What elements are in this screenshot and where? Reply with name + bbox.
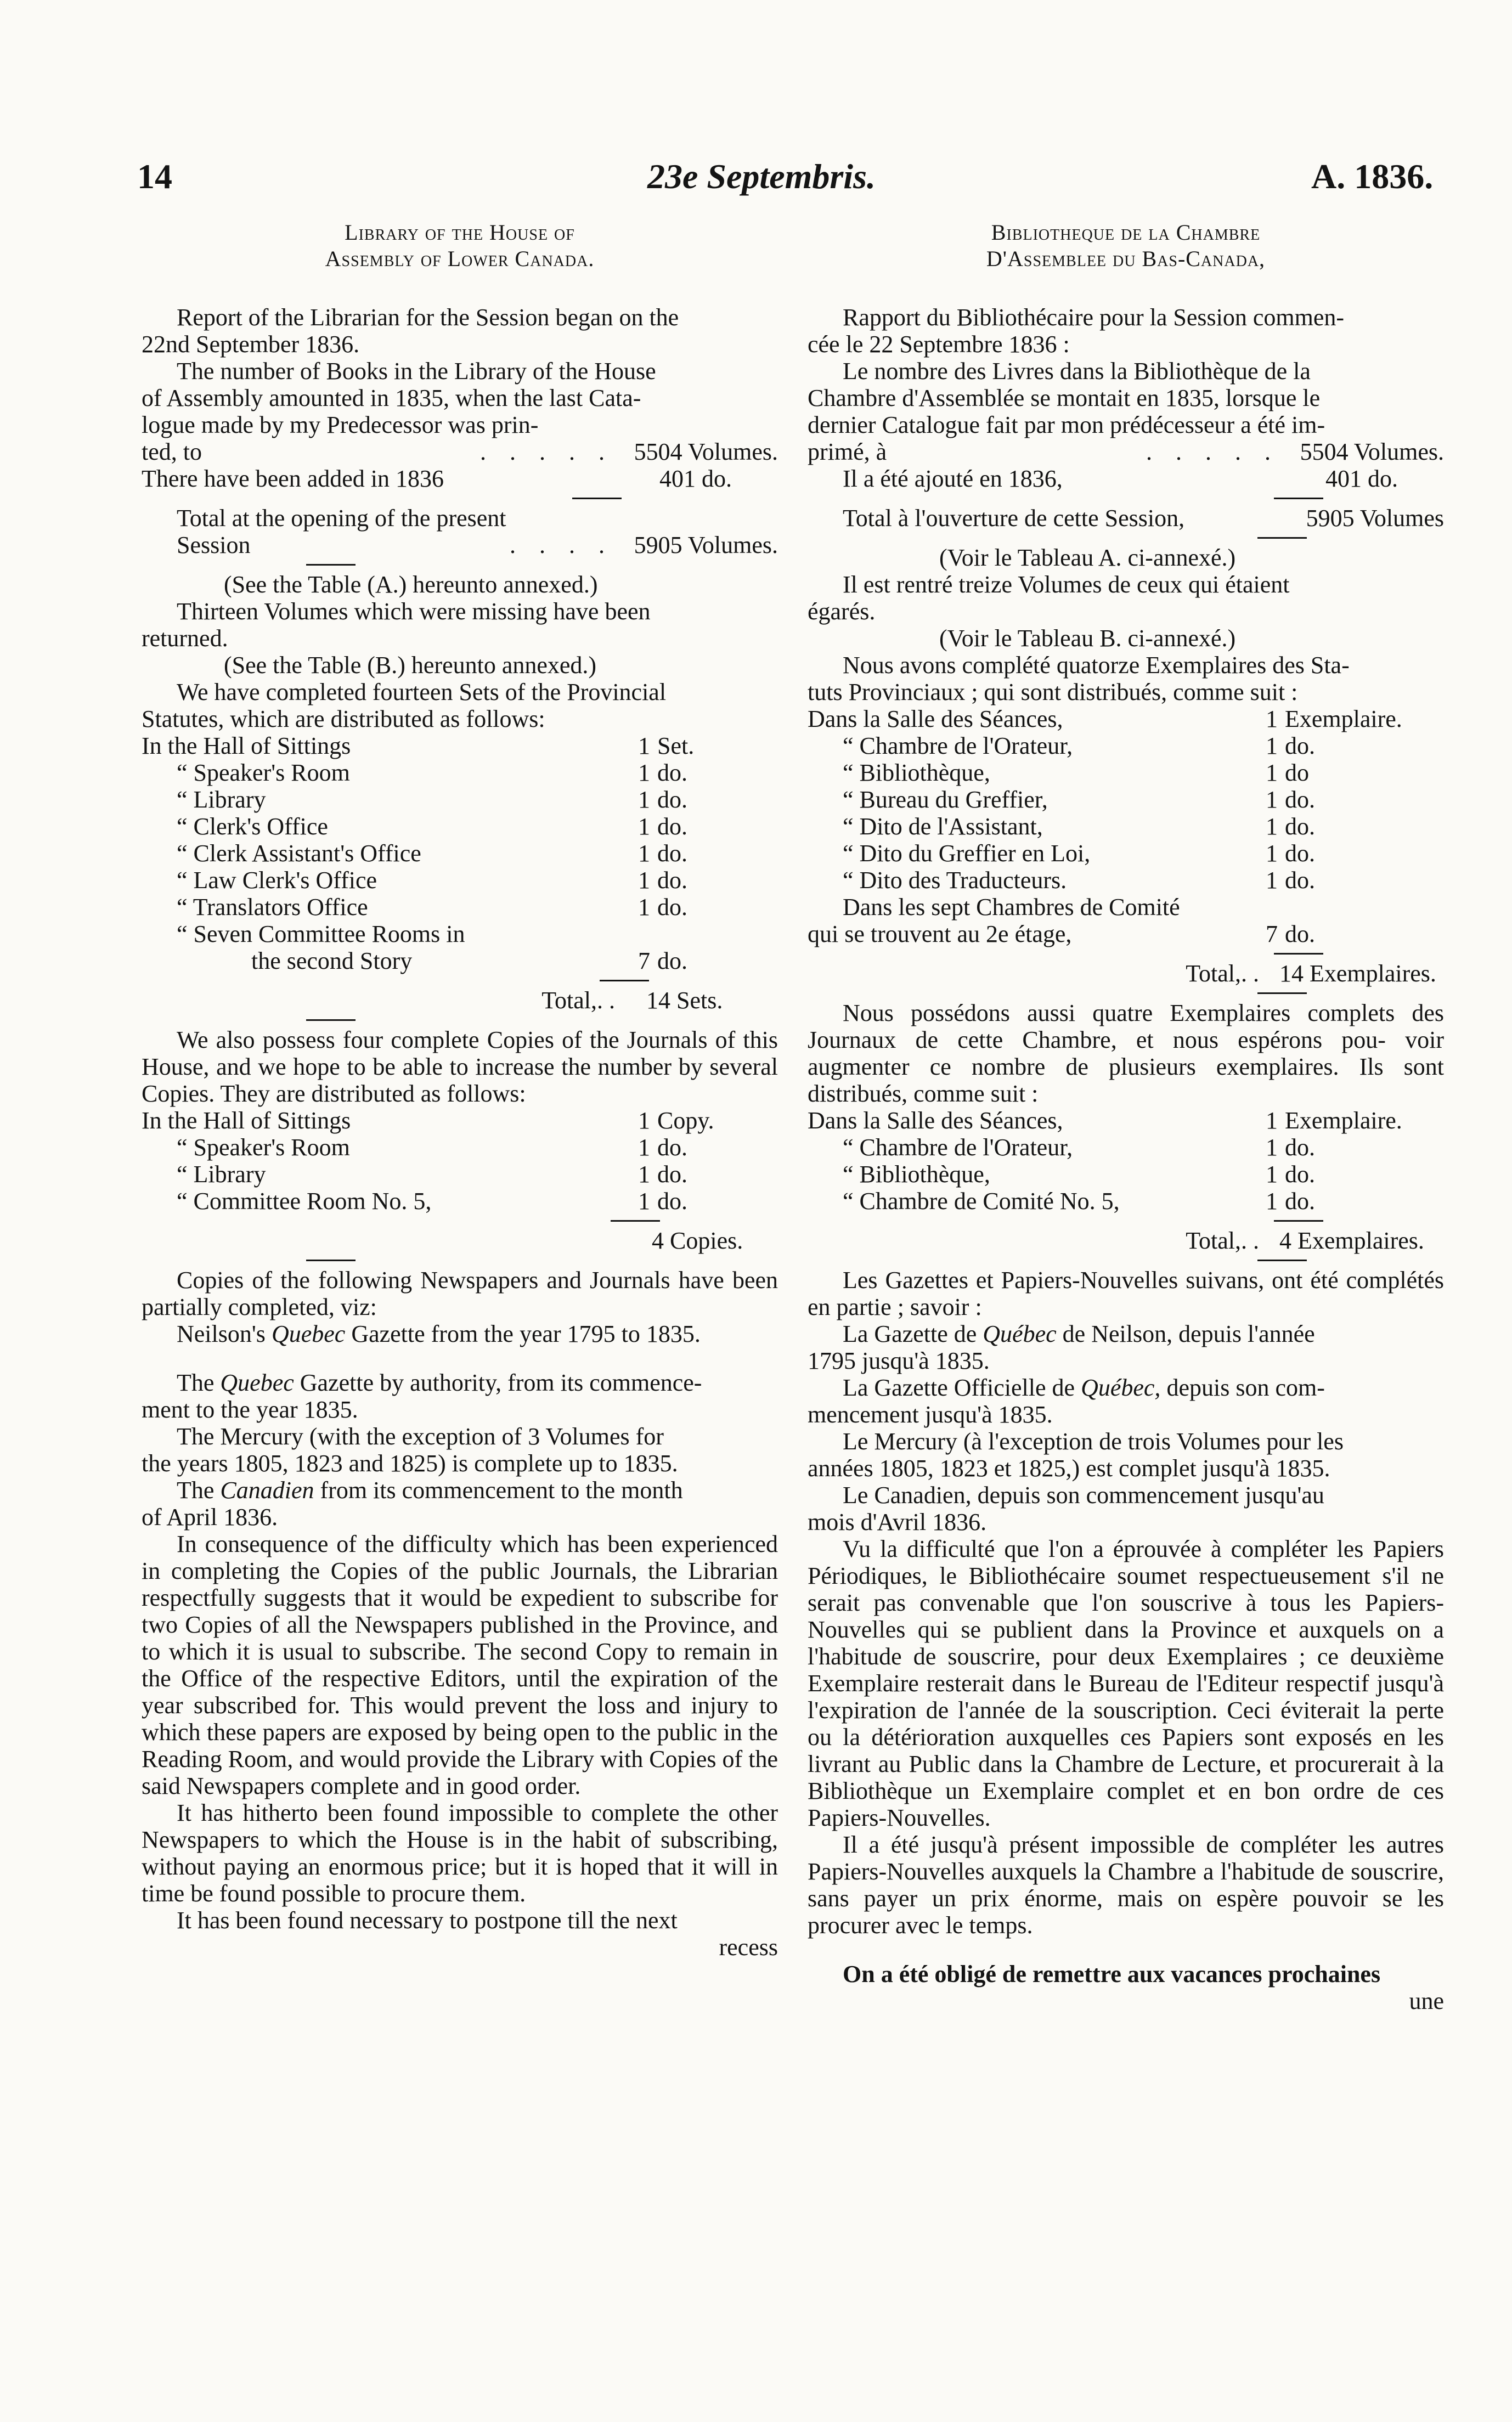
total-volumes-row: Total à l'ouverture de cette Session, 5905 Volumes	[843, 505, 1444, 532]
newspapers-paragraph: Les Gazettes et Papiers-Nouvelles suivans, ont été complétés en partie ; savoir :	[808, 1267, 1445, 1320]
statute-set-row: qui se trouvent au 2e étage, 7 do.	[808, 921, 1315, 947]
journal-copy-row: “ Chambre de l'Orateur, 1 do.	[843, 1134, 1315, 1161]
statute-set-row: “ Translators Office 1 do.	[177, 894, 687, 921]
impossible-paragraph: It has hitherto been found impossible to complete the other Newspapers to which the House is in the habit of subscribing, without paying an enormous price; but it is hoped that it will in time be found possible to procure them.	[142, 1799, 778, 1907]
journal-copy-row: Dans la Salle des Séances, 1 Exemplaire.	[808, 1107, 1402, 1134]
statute-set-row: “ Chambre de l'Orateur, 1 do.	[843, 732, 1315, 759]
page-number: 14	[137, 157, 172, 196]
impossible-paragraph: Il a été jusqu'à présent impossible de compléter les autres Papiers-Nouvelles auxquels la Chambre a l'habitude de souscrire, sans payer un prix énorme, mais on espère pouvoir se les procurer avec le temps.	[808, 1831, 1444, 1939]
newspapers-paragraph: Copies of the following Newspapers and Journals have been partially completed, viz:	[142, 1267, 778, 1320]
page-date: 23e Septembris.	[647, 157, 876, 196]
sum-rule	[572, 498, 622, 499]
journal-copy-row: “ Committee Room No. 5, 1 do.	[177, 1188, 687, 1215]
copies-total: 4 Copies.	[652, 1227, 743, 1254]
sets-total: Total, . . 14 Sets.	[541, 987, 723, 1014]
statute-set-row: “ Dito des Traducteurs. 1 do.	[843, 867, 1315, 894]
statute-set-row: “ Dito de l'Assistant, 1 do.	[843, 813, 1315, 840]
statute-set-row: “ Bibliothèque, 1 do	[843, 759, 1309, 786]
journals-paragraph: Nous possédons aussi quatre Exemplaires complets des Journaux de cette Chambre, et nous espérons pou- voir augmenter ce nombre de plusieurs exemplaires. Ils sont distribués, comme suit :	[808, 1000, 1445, 1107]
report-line: Report of the Librarian for the Session began on the	[177, 304, 679, 331]
authority-line: La Gazette Officielle de Québec, depuis son com-	[843, 1374, 1325, 1401]
english-heading: Library of the House of Assembly of Lower Canada.	[325, 220, 595, 271]
catchword: recess	[719, 1934, 778, 1961]
volumes-added-row: There have been added in 1836 401 do.	[142, 465, 732, 492]
journal-copy-row: “ Bibliothèque, 1 do.	[843, 1161, 1315, 1188]
journal-copy-row: In the Hall of Sittings 1 Copy.	[142, 1107, 714, 1134]
french-heading: Bibliotheque de la Chambre D'Assemblee du Bas-Canada,	[986, 220, 1266, 271]
neilson-line: Neilson's Quebec Gazette from the year 1795 to 1835.	[177, 1320, 701, 1347]
statute-set-row: Dans la Salle des Séances, 1 Exemplaire.	[808, 705, 1402, 732]
difficulty-paragraph: Vu la difficulté que l'on a éprouvée à compléter les Papiers Périodiques, le Bibliothécaire soumet respectueusement s'il ne serait pas convenable que l'on souscrive à tous les Papiers-Nouvelles qui se publient dans la Province et auxquels on a l'habitude de souscrire, pour deux Exemplaires ; ce deuxième Exemplaire resterait dans le Bureau de l'Editeur respectif jusqu'à l'expiration de l'année de la souscription. Ceci éviterait la perte ou la détérioration auxquelles ces Papiers sont exposés en les livrant au Public dans la Chambre de Lecture, et procurerait à la Bibliothèque un Exemplaire complet et en bon ordre de ces Papiers-Nouvelles.	[808, 1535, 1444, 1831]
statute-sets-list	[808, 705, 1444, 894]
catchword: une	[1409, 1988, 1444, 2014]
journal-copy-row: “ Library 1 do.	[177, 1161, 687, 1188]
journal-copies-list	[808, 1107, 1444, 1215]
volumes-added-row: Il a été ajouté en 1836, 401 do.	[843, 465, 1398, 492]
statute-sets-list	[142, 732, 778, 921]
neilson-line: La Gazette de Québec de Neilson, depuis l'année	[843, 1320, 1315, 1347]
canadien-line: The Canadien from its commencement to the month	[177, 1477, 683, 1504]
journal-copies-list	[142, 1107, 778, 1215]
difficulty-paragraph: In consequence of the difficulty which has been experienced in completing the Copies of the public Journals, the Librarian respectfully suggests that it would be expedient to subscribe for two Copies of all the Newspapers published in the Province, and to which it is usual to subscribe. The second Copy to remain in the Office of the respective Editors, until the expiration of the year subscribed for. This would prevent the loss and injury to which these papers are exposed by being open to the public in the Reading Room, and would provide the Library with Copies of the said Newspapers complete and in good order.	[142, 1531, 778, 1799]
journals-paragraph: We also possess four complete Copies of the Journals of this House, and we hope to be able to increase the number by several Copies. They are distributed as follows:	[142, 1026, 778, 1107]
copies-total: Total, . . 4 Exemplaires.	[1186, 1227, 1424, 1254]
english-column: Library of the House of Assembly of Lower Canada. Report of the Librarian for the Session began on the 22nd September 1836. The number of Books in the Library of the House of Assembly amounted in 1835, when the last Cata- logue made by my Predecessor was prin- ted, to . . . . . 5504 Volumes. There have been added in 1836 401 do. Total at the opening of the present Session . . . . 5905 Volumes. (See the Table (A.) hereunto annexed.) Thirteen Volumes which were missing have been returned. (See the Table (B.) hereunto annexed.) We have completed fourteen Sets of the Provincial Statutes, which are distributed as follows: In the Hall of Sittings 1 Set. “ Speaker's Room 1 do. “ Library 1 do. “ Clerk's Office 1 do. “ Clerk Assistant's Office 1 do. “ Law Clerk's Office 1 do. “ Translators Office 1 do. “ Seven Committee Rooms in the second Story 7 do. Total, . . 14 Sets. We also possess four complete Copies of the Journals of this House, and we hope to be able to increase the number by several Copies. They are distributed as follows: In the Hall of Sittings 1 Copy. “ Speaker's Room 1 do. “ Library 1 do. “ Committee Room No. 5, 1 do. 4 Copies. Copies of the following Newspapers and Journals have been partially completed, viz: Neilson's Quebec Gazette from the year 1795 to 1835. The Quebec Gazette by authority, from its commence- ment to the year 1835. The Mercury (with the exception of 3 Volumes for the years 1805, 1823 and 1825) is complete up to 1835. The Canadien from its commencement to the month of April 1836. In consequence of the difficulty which has been experienced in completing the Copies of the public Journals, the Librarian respectfully suggests that it would be expedient to subscribe for two Copies of all the Newspapers published in the Province, and to which it is usual to subscribe. The second Copy to remain in the Office of the respective Editors, until the expiration of the year subscribed for. This would prevent the loss and injury to which these papers are exposed by being open to the public in the Reading Room, and would provide the Library with Copies of the said Newspapers complete and in good order. It has hitherto been found impossible to complete the other Newspapers to which the House is in the habit of subscribing, without paying an enormous price; but it is hoped that it will in time be found possible to procure them. It has been found necessary to postpone till the next recess	[142, 220, 778, 1961]
authority-line: The Quebec Gazette by authority, from its commence-	[177, 1369, 702, 1396]
statute-set-row: “ Clerk's Office 1 do.	[177, 813, 687, 840]
volumes-printed-row: primé, à . . . . . 5504 Volumes.	[808, 438, 1444, 465]
page-year: A. 1836.	[1311, 157, 1434, 196]
sets-total: Total, . . 14 Exemplaires.	[1186, 960, 1436, 987]
statute-set-row: the second Story 7 do.	[251, 947, 687, 974]
statute-set-row: “ Bureau du Greffier, 1 do.	[843, 786, 1315, 813]
statute-set-row: “ Law Clerk's Office 1 do.	[177, 867, 687, 894]
statute-set-row: “ Dito du Greffier en Loi, 1 do.	[843, 840, 1315, 867]
statute-set-row: “ Clerk Assistant's Office 1 do.	[177, 840, 687, 867]
section-rule	[306, 564, 356, 566]
statute-set-row: In the Hall of Sittings 1 Set.	[142, 732, 695, 759]
statute-set-row: “ Speaker's Room 1 do.	[177, 759, 687, 786]
total-volumes-row: Session . . . . 5905 Volumes.	[177, 532, 778, 558]
french-column: Bibliotheque de la Chambre D'Assemblee du Bas-Canada, Rapport du Bibliothécaire pour la Session commen- cée le 22 Septembre 1836 : Le nombre des Livres dans la Bibliothèque de la Chambre d'Assemblée se montait en 1835, lorsque le dernier Catalogue fait par mon prédécesseur a été im- primé, à . . . . . 5504 Volumes. Il a été ajouté en 1836, 401 do. Total à l'ouverture de cette Session, 5905 Volumes (Voir le Tableau A. ci-annexé.) Il est rentré treize Volumes de ceux qui étaient égarés. (Voir le Tableau B. ci-annexé.) Nous avons complété quatorze Exemplaires des Sta- tuts Provinciaux ; qui sont distribués, comme suit : Dans la Salle des Séances, 1 Exemplaire. “ Chambre de l'Orateur, 1 do. “ Bibliothèque, 1 do “ Bureau du Greffier, 1 do. “ Dito de l'Assistant, 1 do. “ Dito du Greffier en Loi, 1 do. “ Dito des Traducteurs. 1 do. Dans les sept Chambres de Comité qui se trouvent au 2e étage, 7 do. Total, . . 14 Exemplaires. Nous possédons aussi quatre Exemplaires complets des Journaux de cette Chambre, et nous espérons pou- voir augmenter ce nombre de plusieurs exemplaires. Ils sont distribués, comme suit : Dans la Salle des Séances, 1 Exemplaire. “ Chambre de l'Orateur, 1 do. “ Bibliothèque, 1 do. “ Chambre de Comité No. 5, 1 do. Total, . . 4 Exemplaires. Les Gazettes et Papiers-Nouvelles suivans, ont été complétés en partie ; savoir : La Gazette de Québec de Neilson, depuis l'année 1795 jusqu'à 1835. La Gazette Officielle de Québec, depuis son com- mencement jusqu'à 1835. Le Mercury (à l'exception de trois Volumes pour les années 1805, 1823 et 1825,) est complet jusqu'à 1835. Le Canadien, depuis son commencement jusqu'au mois d'Avril 1836. Vu la difficulté que l'on a éprouvée à compléter les Papiers Périodiques, le Bibliothécaire soumet respectueusement s'il ne serait pas convenable que l'on souscrive à tous les Papiers-Nouvelles qui se publient dans la Province et auxquels on a l'habitude de souscrire, pour deux Exemplaires ; ce deuxième Exemplaire resterait dans le Bureau de l'Editeur respectif jusqu'à l'expiration de l'année de la souscription. Ceci éviterait la perte ou la détérioration auxquelles ces Papiers sont exposés en les livrant au Public dans la Chambre de Lecture, et procurerait à la Bibliothèque un Exemplaire complet et en bon ordre de ces Papiers-Nouvelles. Il a été jusqu'à présent impossible de compléter les autres Papiers-Nouvelles auxquels la Chambre a l'habitude de souscrire, sans payer un prix énorme, mais on espère pouvoir se les procurer avec le temps. On a été obligé de remettre aux vacances prochaines une	[808, 220, 1445, 2014]
journal-copy-row: “ Speaker's Room 1 do.	[177, 1134, 687, 1161]
journal-copy-row: “ Chambre de Comité No. 5, 1 do.	[843, 1188, 1315, 1215]
volumes-printed-row: ted, to . . . . . 5504 Volumes.	[142, 438, 778, 465]
statute-set-row: “ Library 1 do.	[177, 786, 687, 813]
